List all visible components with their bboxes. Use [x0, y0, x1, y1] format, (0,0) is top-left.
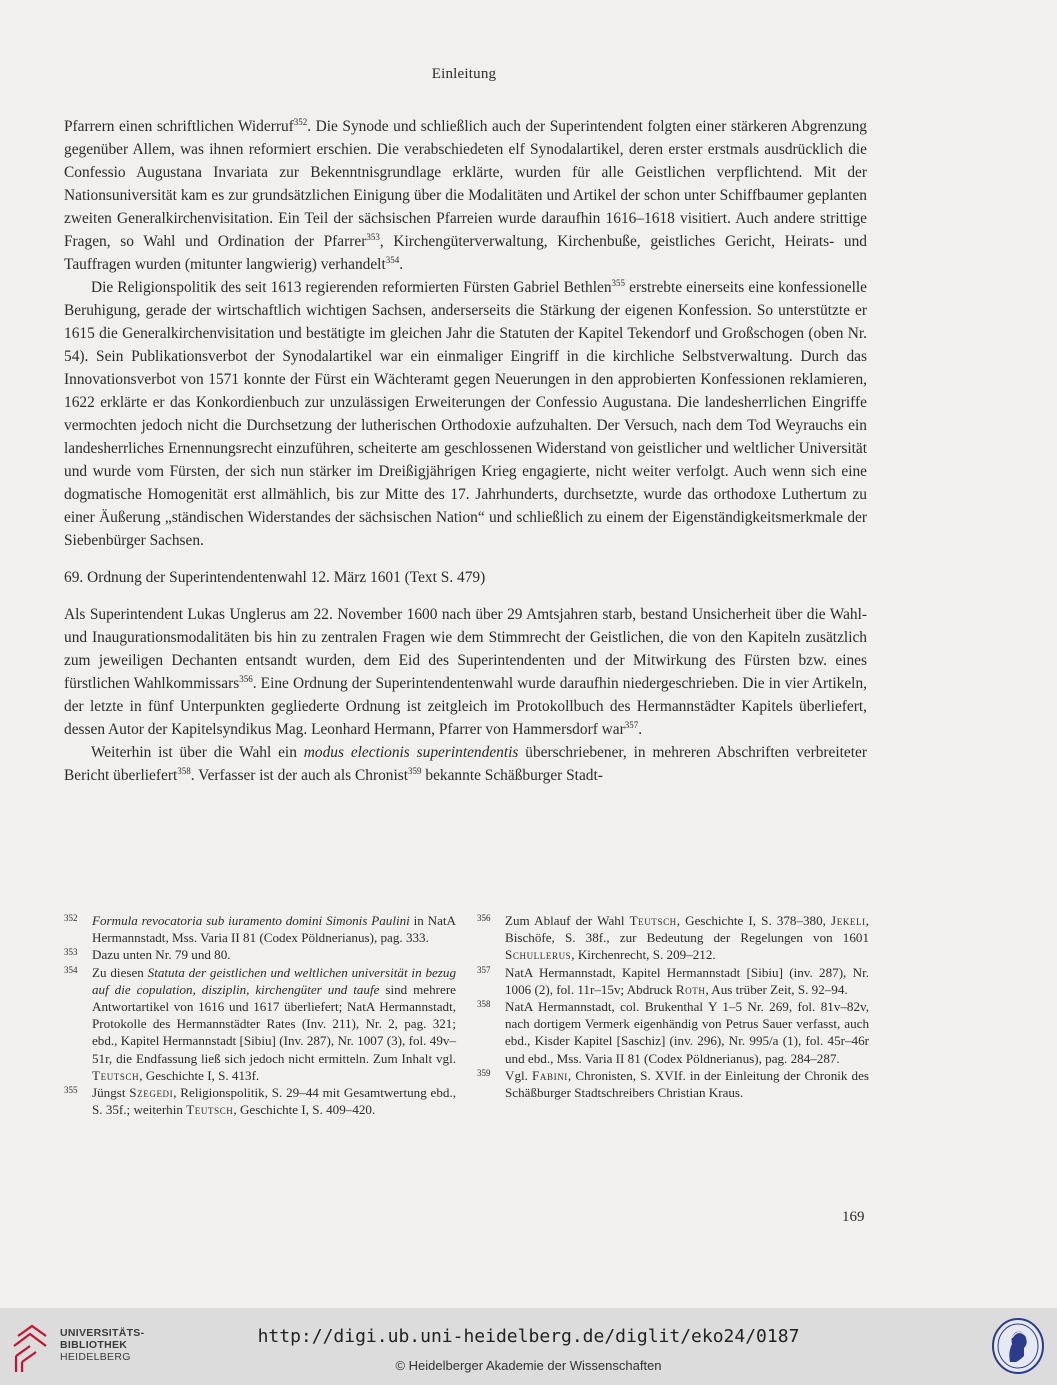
author-name: Roth [675, 981, 706, 997]
akademie-seal-icon[interactable] [990, 1316, 1046, 1376]
footnote-number: 354 [64, 964, 78, 975]
text-run: , Geschichte I, S. 378–380, [676, 913, 832, 928]
italic-text: Formula revocatoria sub iuramento domini Simonis Paulini [92, 913, 410, 928]
text-run: 69. Ordnung der Superintendentenwahl 12. März 1601 (Text S. 479) [64, 569, 486, 586]
footnotes-left-column [64, 912, 456, 1118]
footnote-ref: 359 [408, 766, 422, 776]
text-run: erstrebte einerseits eine konfessionelle Beruhigung, gerade der wirtschaftlich wichtigen Sachsen, anderserseits die Stärkung der eigenen Konfession. So unterstützte er 1615 die Generalkirchenvisitation und bestätigte im gleichen Jahr die Statuten der Kapitel Tekendorf und Großschogen (oben Nr. 54). Sein Publikationsverbot der Synodalartikel war ein einmaliger Eingriff in die kirchliche Selbstverwaltung. Durch das Innovationsverbot von 1571 konnte der Fürst ein Wächteramt gegen Neuerungen in den approbierten Konfessionen reklamieren, 1622 erklärte er das Konkordienbuch zur unzulässigen Erweiterungen der Confessio Augustana. Die landesherrlichen Eingriffe vermochten jedoch nicht die Durchsetzung der lutherischen Orthodoxie aufzuhalten. Der Versuch, nach dem Tod Weyrauchs ein landesherrliches Ernennungsrecht einzuführen, scheiterte am geschlossenen Widerstand von geistlicher und weltlicher Universität und wurde vom Fürsten, der sich nun stärker im Dreißigjährigen Krieg engagierte, nicht weiter verfolgt. Auch wenn sich eine dogmatische Homogenität erst allmählich, bis zur Mitte des 17. Jahrhunderts, durchsetzte, wurde das orthodoxe Luthertum zu einer Äußerung „ständischen Widerstandes der sächsischen Nation“ und schließlich zu einem der Eigenständigkeitsmerkmale der Siebenbürger Sachsen. [64, 279, 867, 549]
author-name: Teutsch [92, 1067, 140, 1083]
text-run: , Religionspolitik, S. 29–44 mit Gesamtwertung ebd., S. 35f.; weiterhin [92, 1085, 456, 1118]
institution-line-2: BIBLIOTHEK [60, 1339, 128, 1351]
author-name: Szegedi [129, 1085, 174, 1101]
author-name: Fabini [532, 1067, 568, 1083]
footnote-text [92, 912, 456, 946]
footnote [477, 964, 869, 998]
italic-text: modus electionis superintendentis [303, 744, 519, 761]
text-run: , Chronisten, S. XVIf. in der Einleitung der Chronik des Schäßburger Stadtschreibers Christian Kraus. [505, 1067, 869, 1101]
footnote [477, 998, 869, 1067]
footnotes [64, 912, 869, 1118]
footnote-number: 358 [477, 999, 491, 1010]
footnote-text [92, 964, 456, 1084]
paragraph [64, 603, 867, 741]
text-run: in NatA Hermannstadt, Mss. Varia II 81 (Codex Pöldnerianus), pag. 333. [92, 913, 456, 946]
text-run: . Die Synode und schließlich auch der Superintendent folgten einer stärkeren Abgrenzung gegenüber Allem, was ihnen reformiert erschien. Die verabschiedeten elf Synodalartikel, deren erster erstmals ausdrücklich die Confessio Augustana Invariata zur Bekenntnisgrundlage erklärte, wurden für alle Geistlichen verpflichtend. Mit der Nationsuniversität kam es zur grundsätzlichen Einigung über die Modalitäten und Artikel der schon unter Schiffbaumer geplanten zweiten Generalkirchenvisitation. Ein Teil der sächsischen Pfarreien wurde daraufhin 1616–1618 visitiert. Auch andere strittige Fragen, so Wahl und Ordination der Pfarrer [64, 118, 868, 250]
author-name: Schullerus [505, 947, 572, 963]
institution-line-1: UNIVERSITÄTS- [60, 1327, 145, 1339]
copyright-notice: © Heidelberger Akademie der Wissenschaften [395, 1358, 662, 1373]
text-run: . Verfasser ist der auch als Chronist [190, 767, 409, 784]
page-number: 169 [842, 1209, 865, 1225]
text-run: , Bischöfe, S. 38f., zur Bedeutung der Regelungen von 1601 [505, 913, 869, 946]
text-run: , Aus trüber Zeit, S. 92–94. [705, 981, 848, 997]
footnote-ref: 354 [385, 255, 400, 265]
section-heading [64, 566, 867, 589]
author-name: Teutsch [186, 1102, 234, 1118]
text-run: bekannte Schäßburger Stadt- [421, 767, 603, 784]
text-run: . [638, 721, 643, 738]
text-run: , Geschichte I, S. 409–420. [233, 1102, 376, 1118]
text-run: NatA Hermannstadt, col. Brukenthal Y 1–5 Nr. 269, fol. 81v–82v, nach dortigem Vermerk eigenhändig von Petrus Sauer verfasst, auch ebd., Kisder Kapitel [Saschiz] (inv. 296), Nr. 995/a (1), fol. 45r–46r und ebd., Mss. Varia II 81 (Codex Pöldnerianus), pag. 284–287. [505, 999, 869, 1066]
text-run: . Eine Ordnung der Superintendentenwahl wurde daraufhin niedergeschrieben. Die in vier Artikeln, der letzte in fünf Unterpunkten gegliederte Ordnung ist zeitgleich im Protokollbuch des Hermannstädter Kapitels überliefert, dessen Autor der Kapitelsyndikus Mag. Leonhard Hermann, Pfarrer von Hammersdorf war [64, 675, 867, 738]
text-run: , Geschichte I, S. 413f. [139, 1067, 260, 1083]
footnote [64, 912, 456, 946]
footnote-text [92, 1084, 456, 1118]
footnote-number: 359 [477, 1067, 491, 1078]
footnote-ref: 356 [239, 674, 253, 684]
main-text [64, 115, 867, 787]
footnote-text [505, 1067, 869, 1101]
footnote-text [505, 964, 869, 998]
text-run: Dazu unten Nr. 79 und 80. [92, 947, 231, 963]
footnote-ref: 352 [293, 117, 308, 127]
footnote-number: 355 [64, 1085, 78, 1096]
text-run: Weiterhin ist über die Wahl ein [91, 744, 304, 761]
author-name: Jekeli [831, 913, 866, 928]
running-head: Einleitung [431, 66, 497, 82]
text-run: Vgl. [505, 1067, 533, 1083]
footnote-ref: 357 [624, 720, 639, 730]
text-run: . [399, 256, 404, 273]
author-name: Teutsch [629, 913, 677, 928]
footnote-text [505, 998, 869, 1067]
italic-text: Statuta der geistlichen und weltlichen universität in bezug auf die copulation, disziplin, kirchengüter und taufe [92, 964, 456, 997]
text-run: Pfarrern einen schriftlichen Widerruf [64, 118, 294, 135]
text-run: , Kirchenrecht, S. 209–212. [571, 947, 716, 963]
footnotes-right-column [477, 912, 869, 1118]
text-run: Die Religionspolitik des seit 1613 regierenden reformierten Fürsten Gabriel Bethlen [91, 279, 612, 296]
permalink-url[interactable]: http://digi.ub.uni-heidelberg.de/diglit/eko24/0187 [257, 1326, 800, 1347]
footnote-text [505, 912, 869, 964]
footnote-number: 357 [477, 964, 491, 975]
footnote-number: 353 [64, 947, 78, 958]
paragraph [64, 115, 867, 276]
text-run: Zum Ablauf der Wahl [505, 913, 630, 928]
footnote-number: 356 [477, 913, 491, 923]
text-run: Jüngst [92, 1085, 130, 1101]
footnote [64, 964, 456, 1084]
footnote [64, 1084, 456, 1118]
footnote-ref: 358 [177, 766, 191, 776]
paragraph [64, 276, 867, 552]
footnote-number: 352 [64, 913, 78, 923]
viewer-footer [0, 1308, 1057, 1385]
footnote-text [92, 946, 456, 963]
footnote-ref: 353 [366, 232, 380, 242]
text-run: überschriebener, in mehreren Abschriften verbreiteter Bericht überliefert [64, 744, 867, 784]
text-run: NatA Hermannstadt, Kapitel Hermannstadt [Sibiu] (inv. 287), Nr. 1006 (2), fol. 11r–15v; Abdruck [505, 964, 869, 997]
paragraph [64, 741, 867, 787]
text-run: Zu diesen [92, 964, 148, 980]
footnote-ref: 355 [611, 278, 626, 288]
footnote [64, 946, 456, 963]
text-run: Als Superintendent Lukas Unglerus am 22. November 1600 nach über 29 Amtsjahren starb, bestand Unsicherheit über die Wahl- und Inaugurationsmodalitäten bis hin zu zentralen Fragen wie dem Stimmrecht der Geistlichen, die von den Kapiteln zusätzlich zum jeweiligen Dechanten entsandt wurden, dem Eid des Superintendenten und der Mitwirkung des Fürsten bzw. eines fürstlichen Wahlkommissars [64, 606, 867, 692]
footnote [477, 912, 869, 964]
text-run: , Kirchengüterverwaltung, Kirchenbuße, geistliches Gericht, Heirats- und Tauffragen wurden (mitunter langwierig) verhandelt [64, 233, 867, 273]
footnote [477, 1067, 869, 1101]
text-run: sind mehrere Antwortartikel von 1616 und 1617 überliefert; NatA Hermannstadt, Protokolle des Hermannstädter Rates (Inv. 211), Nr. 2, pag. 321; ebd., Kapitel Hermannstadt [Sibiu] (Inv. 287), Nr. 1007 (3), fol. 49v–51r, die Endfassung ließ sich jedoch nicht ermitteln. Zum Inhalt vgl. [92, 981, 456, 1066]
institution-line-3: HEIDELBERG [60, 1351, 131, 1363]
